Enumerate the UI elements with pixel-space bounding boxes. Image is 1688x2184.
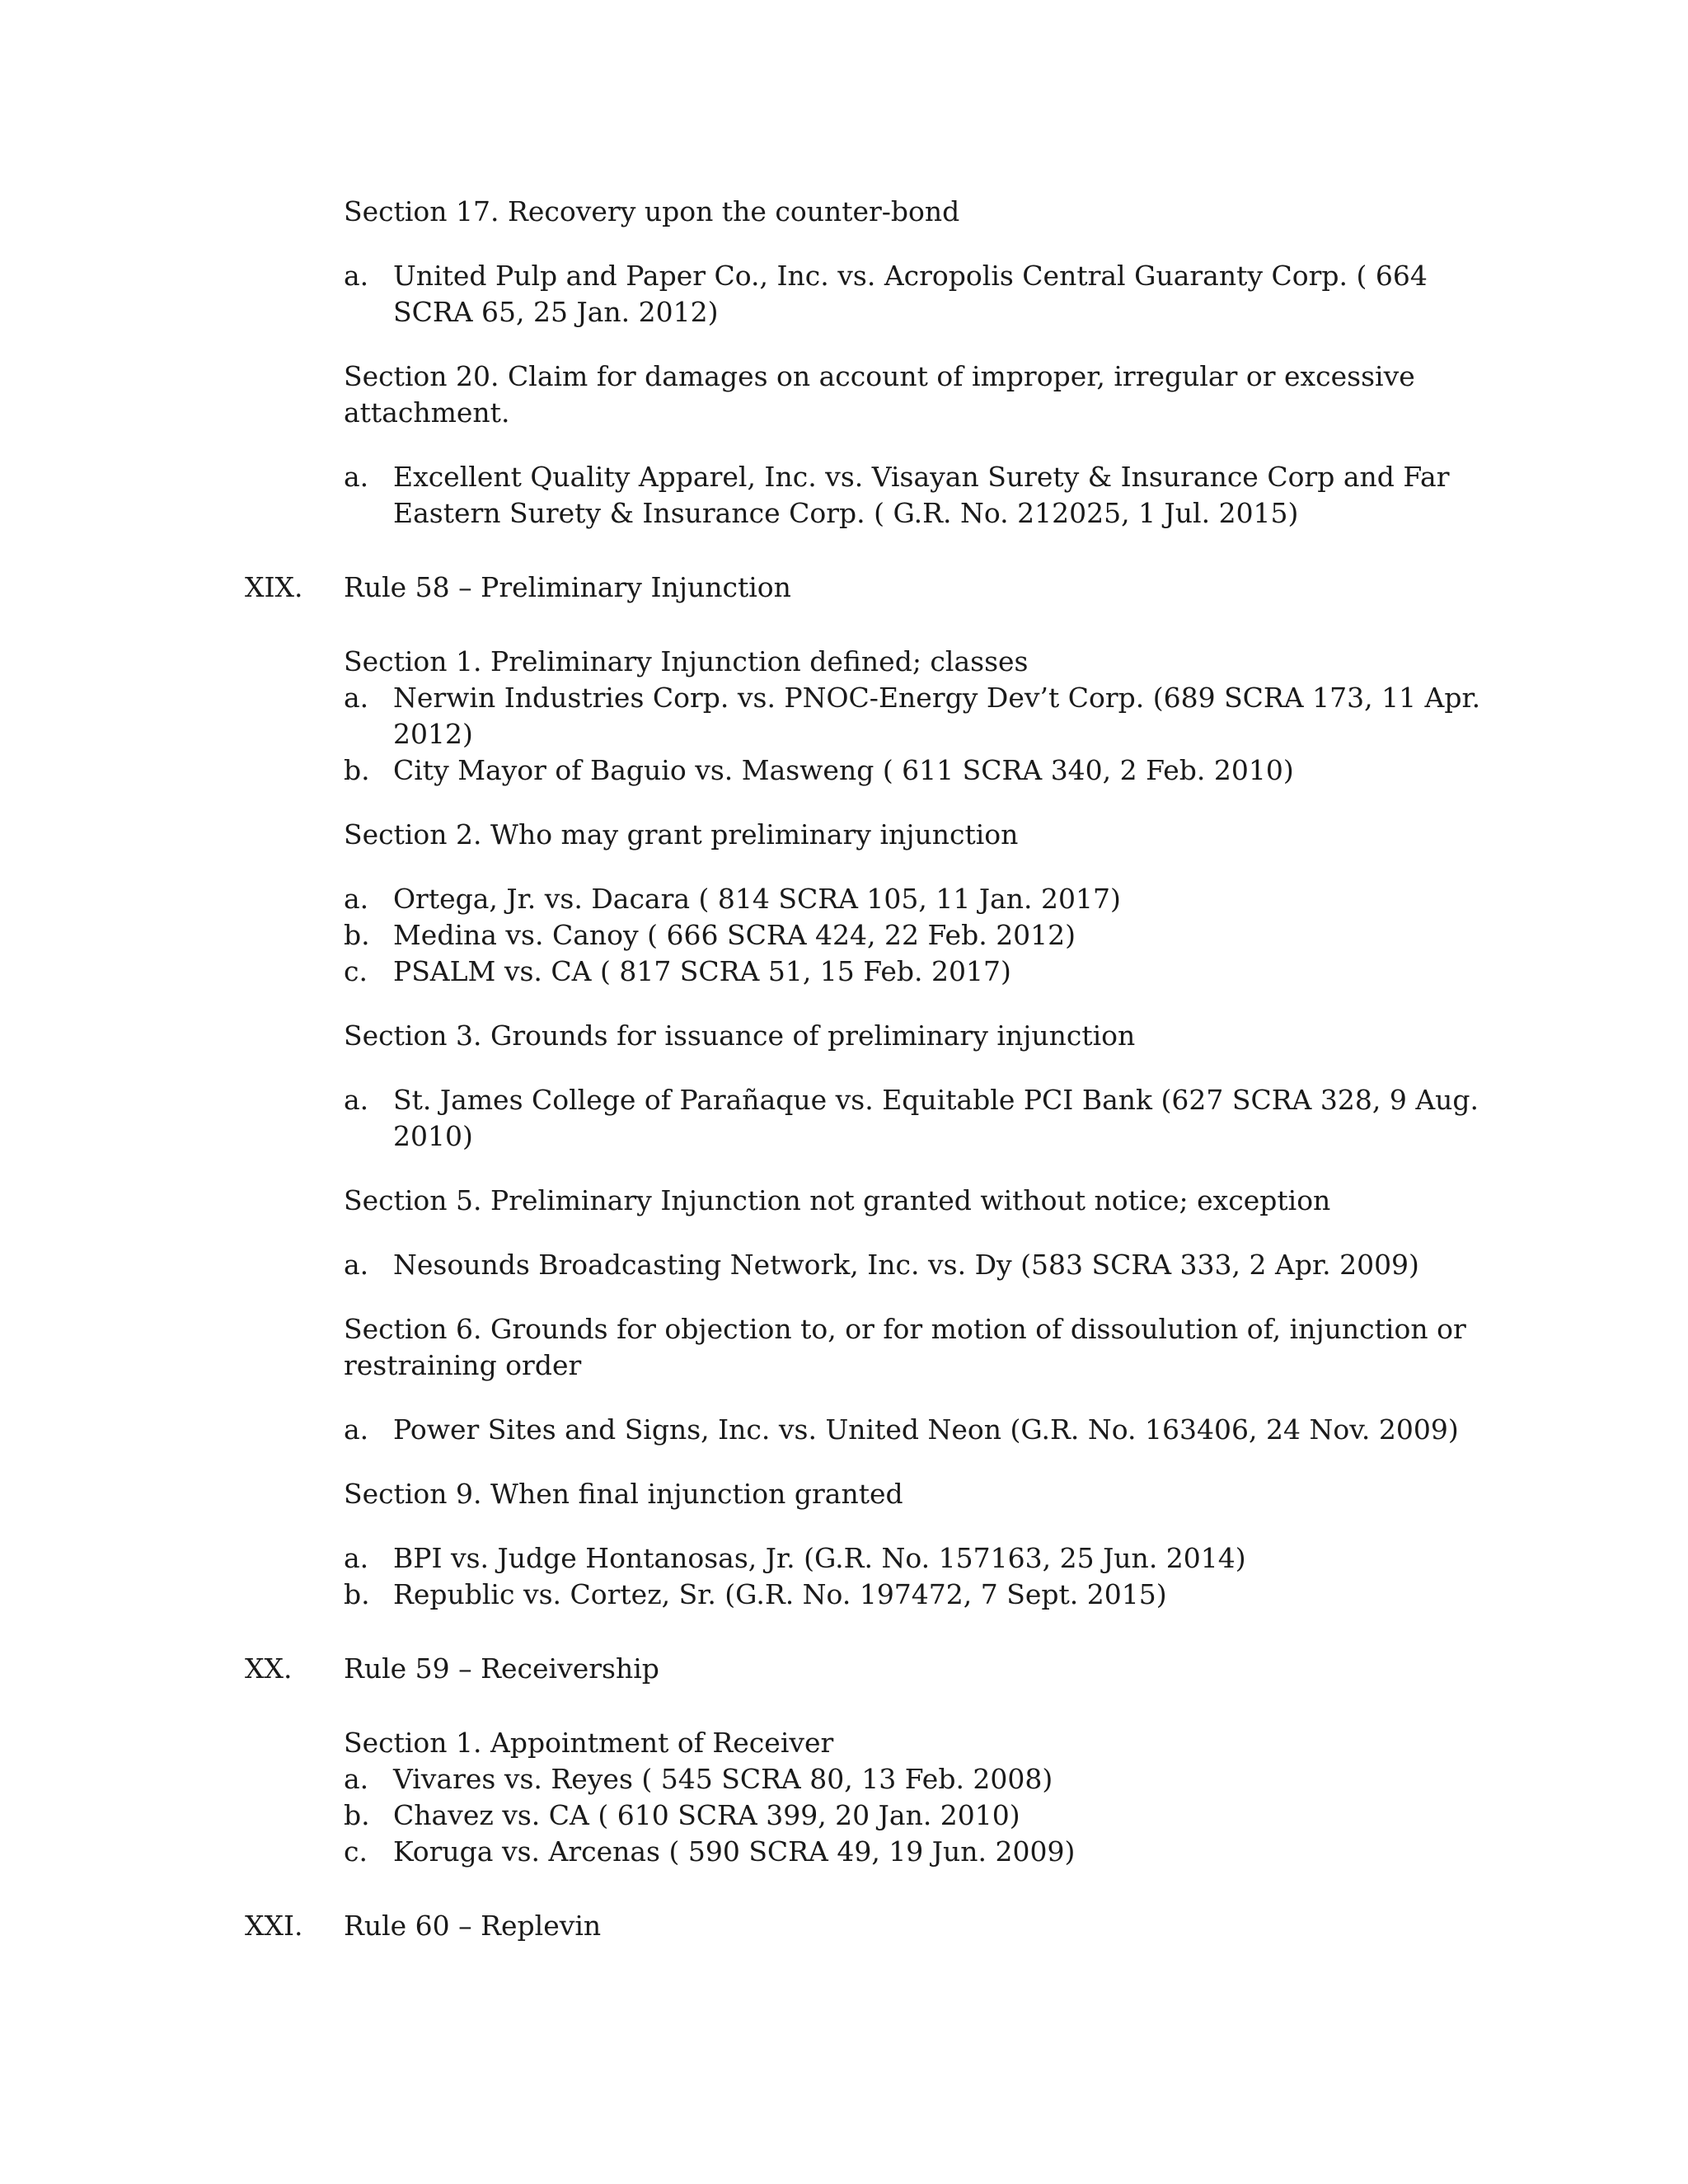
section-heading: Section 17. Recovery upon the counter-bond (344, 195, 960, 227)
section-heading: Section 6. Grounds for objection to, or for motion of dissoulution of, injunction or (344, 1313, 1466, 1345)
case-citation: Vivares vs. Reyes ( 545 SCRA 80, 13 Feb. 2008) (393, 1763, 1053, 1795)
case-citation-continued: 2012) (393, 718, 473, 750)
list-marker: a. (344, 461, 369, 493)
case-citation: United Pulp and Paper Co., Inc. vs. Acropolis Central Guaranty Corp. ( 664 (393, 260, 1428, 292)
list-marker: a. (344, 1249, 369, 1281)
rule-title: Rule 58 – Preliminary Injunction (344, 571, 791, 603)
list-marker: a. (344, 260, 369, 292)
list-marker: a. (344, 682, 369, 714)
section-heading: Section 3. Grounds for issuance of preliminary injunction (344, 1019, 1136, 1052)
list-marker: c. (344, 955, 368, 987)
case-citation: Chavez vs. CA ( 610 SCRA 399, 20 Jan. 2010) (393, 1799, 1020, 1831)
section-heading: Section 2. Who may grant preliminary injunction (344, 818, 1019, 851)
case-citation: City Mayor of Baguio vs. Masweng ( 611 SCRA 340, 2 Feb. 2010) (393, 754, 1294, 786)
list-marker: b. (344, 754, 370, 786)
section-heading-continued: attachment. (344, 396, 510, 429)
case-citation: PSALM vs. CA ( 817 SCRA 51, 15 Feb. 2017) (393, 955, 1011, 987)
list-marker: c. (344, 1835, 368, 1868)
case-citation: Republic vs. Cortez, Sr. (G.R. No. 197472, 7 Sept. 2015) (393, 1578, 1167, 1610)
case-citation: BPI vs. Judge Hontanosas, Jr. (G.R. No. 157163, 25 Jun. 2014) (393, 1542, 1246, 1574)
case-citation: Medina vs. Canoy ( 666 SCRA 424, 22 Feb. 2012) (393, 919, 1076, 951)
section-heading: Section 1. Preliminary Injunction defined; classes (344, 645, 1029, 677)
list-marker: a. (344, 883, 369, 915)
roman-numeral: XX. (245, 1652, 293, 1685)
case-citation: St. James College of Parañaque vs. Equitable PCI Bank (627 SCRA 328, 9 Aug. (393, 1084, 1479, 1116)
roman-numeral: XIX. (245, 571, 303, 603)
rule-title: Rule 59 – Receivership (344, 1652, 659, 1685)
list-marker: b. (344, 919, 370, 951)
case-citation: Power Sites and Signs, Inc. vs. United Neon (G.R. No. 163406, 24 Nov. 2009) (393, 1413, 1459, 1446)
case-citation: Koruga vs. Arcenas ( 590 SCRA 49, 19 Jun. 2009) (393, 1835, 1076, 1868)
case-citation-continued: Eastern Surety & Insurance Corp. ( G.R. No. 212025, 1 Jul. 2015) (393, 497, 1299, 529)
list-marker: b. (344, 1578, 370, 1610)
section-heading: Section 1. Appointment of Receiver (344, 1727, 834, 1759)
list-marker: b. (344, 1799, 370, 1831)
list-marker: a. (344, 1084, 369, 1116)
section-heading: Section 20. Claim for damages on account of improper, irregular or excessive (344, 360, 1415, 392)
case-citation-continued: SCRA 65, 25 Jan. 2012) (393, 296, 719, 328)
list-marker: a. (344, 1413, 369, 1446)
section-heading: Section 5. Preliminary Injunction not granted without notice; exception (344, 1184, 1331, 1216)
case-citation: Nerwin Industries Corp. vs. PNOC-Energy Dev’t Corp. (689 SCRA 173, 11 Apr. (393, 682, 1481, 714)
case-citation: Excellent Quality Apparel, Inc. vs. Visayan Surety & Insurance Corp and Far (393, 461, 1450, 493)
case-citation: Ortega, Jr. vs. Dacara ( 814 SCRA 105, 11 Jan. 2017) (393, 883, 1121, 915)
case-citation: Nesounds Broadcasting Network, Inc. vs. Dy (583 SCRA 333, 2 Apr. 2009) (393, 1249, 1419, 1281)
list-marker: a. (344, 1542, 369, 1574)
roman-numeral: XXI. (245, 1910, 303, 1942)
rule-title: Rule 60 – Replevin (344, 1910, 602, 1942)
section-heading: Section 9. When final injunction granted (344, 1478, 903, 1510)
list-marker: a. (344, 1763, 369, 1795)
section-heading-continued: restraining order (344, 1349, 582, 1381)
case-citation-continued: 2010) (393, 1120, 473, 1152)
